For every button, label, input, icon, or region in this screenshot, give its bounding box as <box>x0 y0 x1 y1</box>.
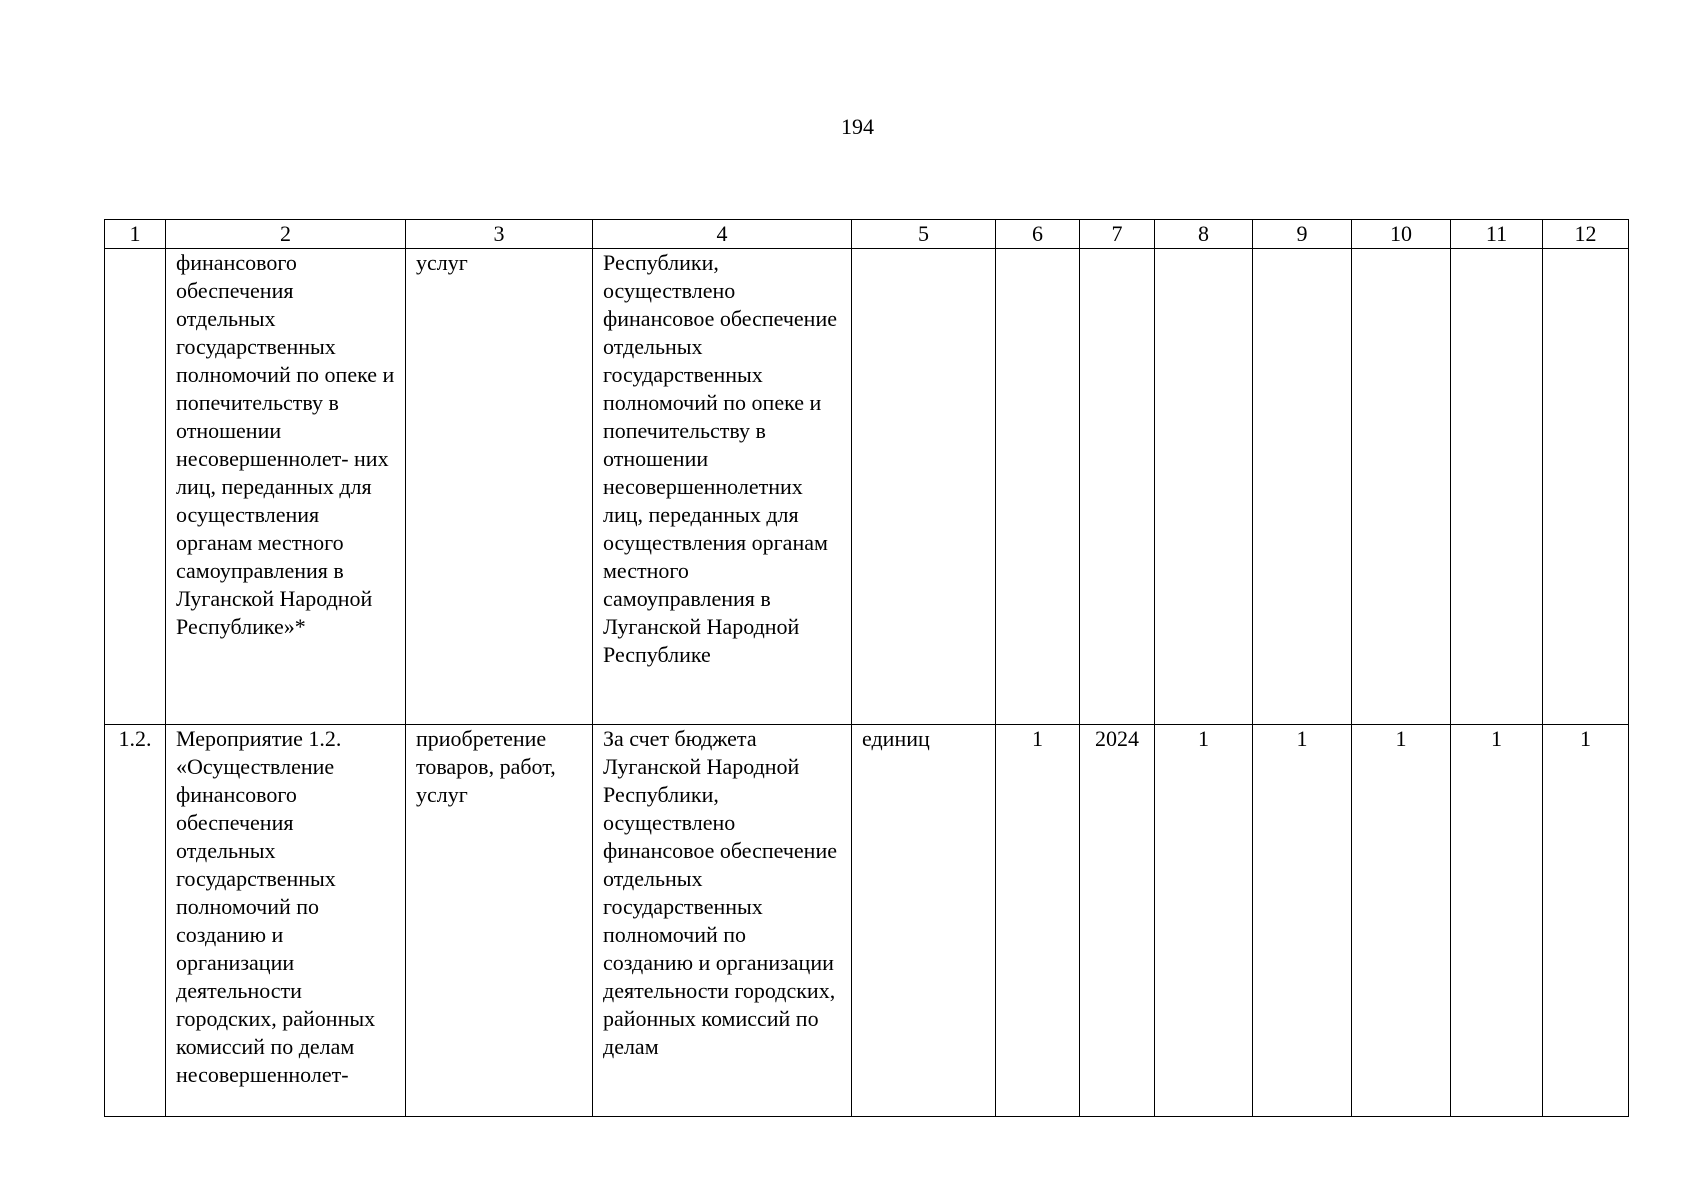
value-cell <box>996 249 1080 725</box>
column-number: 6 <box>996 220 1080 249</box>
result-description-cell: За счет бюджета Луганской Народной Республики, осуществлено финансовое обеспечение отдельных государственных полномочий по созданию и организации деятельности городских, районных комиссий по делам <box>593 725 852 1117</box>
year-cell: 2024 <box>1080 725 1155 1117</box>
value-cell <box>1451 249 1543 725</box>
value-cell: 1 <box>1155 725 1253 1117</box>
column-number: 9 <box>1253 220 1352 249</box>
row-number-cell <box>105 249 166 725</box>
measure-name-cell: финансового обеспечения отдельных государственных полномочий по опеке и попечительству в отношении несовершеннолет- них лиц, переданных для осуществления органам местного самоуправления в Луганской Народной Республике»* <box>166 249 406 725</box>
unit-cell: единиц <box>852 725 996 1117</box>
column-number: 4 <box>593 220 852 249</box>
measure-name-cell: Мероприятие 1.2. «Осуществление финансового обеспечения отдельных государственных полномочий по созданию и организации деятельности городских, районных комиссий по делам несовершеннолет- <box>166 725 406 1117</box>
result-description-cell: Республики, осуществлено финансовое обеспечение отдельных государственных полномочий по опеке и попечительству в отношении несовершеннолетних лиц, переданных для осуществления органам местного самоуправления в Луганской Народной Республике <box>593 249 852 725</box>
column-number-row <box>105 220 1629 249</box>
column-number: 2 <box>166 220 406 249</box>
column-number: 1 <box>105 220 166 249</box>
row-number-cell: 1.2. <box>105 725 166 1117</box>
page-number: 194 <box>841 114 874 139</box>
unit-cell <box>852 249 996 725</box>
value-cell <box>1543 249 1629 725</box>
value-cell: 1 <box>996 725 1080 1117</box>
column-number: 7 <box>1080 220 1155 249</box>
value-cell <box>1253 249 1352 725</box>
value-cell: 1 <box>1451 725 1543 1117</box>
column-number: 5 <box>852 220 996 249</box>
value-cell: 1 <box>1543 725 1629 1117</box>
column-number: 10 <box>1352 220 1451 249</box>
expense-type-cell: услуг <box>406 249 593 725</box>
value-cell: 1 <box>1253 725 1352 1117</box>
value-cell: 1 <box>1352 725 1451 1117</box>
column-number: 8 <box>1155 220 1253 249</box>
year-cell <box>1080 249 1155 725</box>
table-row <box>105 725 1629 1117</box>
column-number: 11 <box>1451 220 1543 249</box>
column-number: 3 <box>406 220 593 249</box>
column-number: 12 <box>1543 220 1629 249</box>
measures-table <box>104 219 1629 1117</box>
value-cell <box>1155 249 1253 725</box>
expense-type-cell: приобретение товаров, работ, услуг <box>406 725 593 1117</box>
table-row <box>105 249 1629 725</box>
value-cell <box>1352 249 1451 725</box>
